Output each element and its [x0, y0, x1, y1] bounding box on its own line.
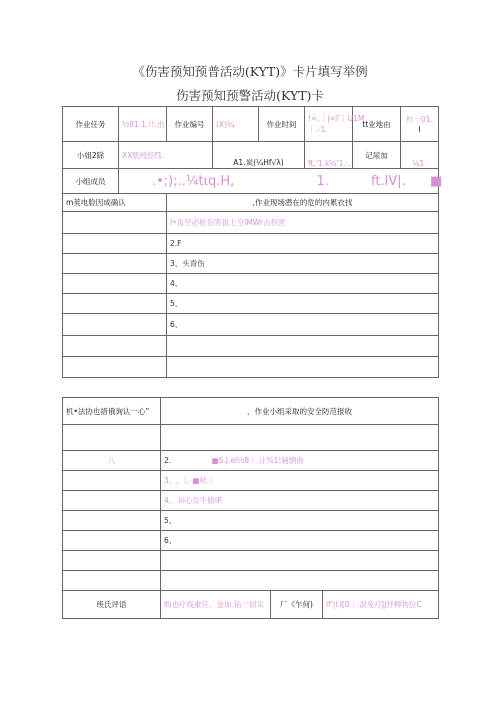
- hazard-left-cell: [63, 336, 167, 357]
- hazard-left-cell: [63, 212, 167, 234]
- record-label: 记尿加: [353, 142, 401, 169]
- measure-left-cell: [63, 551, 161, 571]
- time-label: 作业时间: [259, 107, 305, 142]
- measure-item: 2. ■S.J.el½8｜.汁%1!辅朝曲: [161, 451, 439, 471]
- hazard-item: [167, 336, 439, 357]
- mid-value: A1.炭(¼Hf√λ): [213, 142, 305, 169]
- members-label: 小组成员: [63, 169, 119, 194]
- hazard-item: I•齿空必枪伤害拔上空IMWr击拐害: [167, 212, 439, 234]
- factory-value: lf'|l.l[0｜.混免疗JJ抒柳物位C: [323, 591, 439, 619]
- leader-comment-value: 购也疗线重任、金加.钻一切实: [161, 591, 271, 619]
- measure-right-header: 、作业小组采取的安全防范报收: [161, 398, 439, 425]
- measure-left-cell: [63, 471, 161, 491]
- time-value-line2: ｜.-1.: [308, 125, 328, 134]
- members-value-a: .•;);..¼tιq.H,: [152, 173, 235, 189]
- measure-left-header: 机•法协也措俄询认一心”: [63, 398, 161, 425]
- hazard-left-cell: [63, 274, 167, 294]
- hazard-left-header: m荚电脸因成确认: [63, 194, 167, 212]
- measure-left-cell: [63, 571, 161, 591]
- leader-value: XX肌绶挖f1.: [119, 142, 213, 169]
- measure-item: 3、,〔、·■秋.〕: [161, 471, 439, 491]
- task-label: 作业任务: [63, 107, 119, 142]
- measure-item: 6、: [161, 531, 439, 551]
- place-value-line1: 杉一01.: [406, 115, 433, 124]
- measure-item: 5、: [161, 511, 439, 531]
- time-value-line1: !<.｜|<Γ｜U1M: [308, 114, 365, 123]
- measure-item: 4、 lii心女牛版IP.: [161, 491, 439, 511]
- hazard-left-cell: [63, 357, 167, 378]
- kyt-card-table-bottom: [62, 397, 439, 619]
- place-value-line2: I: [418, 125, 421, 134]
- hazard-item: 4、: [167, 274, 439, 294]
- measure-item: [161, 571, 439, 591]
- time-value: [305, 107, 365, 142]
- hazard-item: 5、: [167, 294, 439, 314]
- measure-left-cell: [63, 531, 161, 551]
- leader-comment-label: 班氏评语: [63, 591, 161, 619]
- measure-side-mark: 八: [63, 451, 161, 471]
- hazard-left-cell: [63, 234, 167, 254]
- measure-item: [161, 551, 439, 571]
- measure-item: [161, 425, 439, 451]
- leader-label: 小姐2除: [63, 142, 119, 169]
- hazard-item: [167, 357, 439, 378]
- factory-label: 厂《乍何): [271, 591, 323, 619]
- card-title: 伤害预知预警活动(KYT)卡: [176, 88, 324, 103]
- measure-left-cell: [63, 491, 161, 511]
- place-label: tt业地由: [353, 107, 401, 142]
- members-value: [119, 169, 443, 194]
- hazard-item: 6、: [167, 314, 439, 336]
- record-value: ⅛1.: [401, 142, 439, 169]
- place-value: [401, 107, 439, 142]
- task-value: ½81.1.!!:出: [119, 107, 167, 142]
- measure-left-cell: [63, 425, 161, 451]
- hazard-left-cell: [63, 254, 167, 274]
- measure-item-2-text: ■S.J.el½8｜.汁%1!辅朝曲: [211, 456, 304, 465]
- members-value-d: ■: [429, 173, 443, 189]
- hazard-item: 3、头青伤: [167, 254, 439, 274]
- hazard-left-cell: [63, 294, 167, 314]
- hazard-left-cell: [63, 314, 167, 336]
- code-label: 作业编号: [167, 107, 213, 142]
- kyt-card-table-top: [62, 106, 443, 378]
- mid-value-2: ft.'1.k¼'1.·.: [305, 142, 353, 169]
- members-value-b: 1.: [316, 173, 329, 189]
- hazard-right-header: ,作业现场潜在的危的内累衣找: [167, 194, 439, 212]
- document-title: 《伤害预知预普活动(KYT)》卡片填写举例: [132, 64, 368, 79]
- measure-left-cell: [63, 511, 161, 531]
- hazard-item: 2.F: [167, 234, 439, 254]
- code-value: (X)¼: [213, 107, 259, 142]
- members-value-c: ft.IV|.: [370, 173, 406, 189]
